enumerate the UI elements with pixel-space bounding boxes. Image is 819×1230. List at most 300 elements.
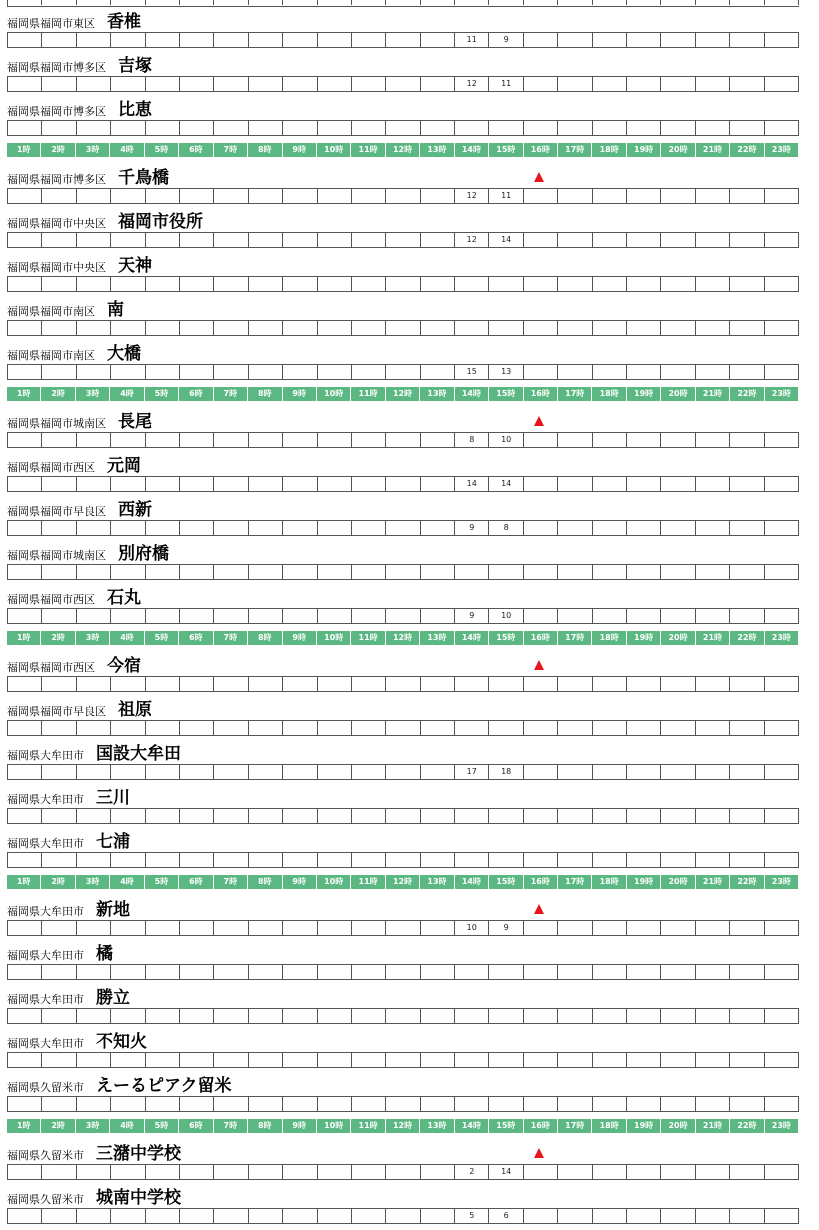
grid-cell [180,0,214,5]
hour-value-cell [249,609,283,623]
hour-value-cell [180,765,214,779]
hour-value-cell [42,853,76,867]
hour-value-cell [455,321,489,335]
hour-value-cell [249,721,283,735]
hour-value-cell [318,477,352,491]
hour-label: 15時 [489,875,523,889]
hour-value-cell [77,1097,111,1111]
hourly-value-grid [7,76,799,92]
hour-value-cell [111,77,145,91]
prefecture-city: 福岡県福岡市南区 [7,349,95,362]
hour-value-cell [8,609,42,623]
hour-value-cell [214,965,248,979]
hour-value-cell [214,853,248,867]
hour-value-cell [524,1009,558,1023]
grid-cell [8,0,42,5]
hourly-value-grid [7,232,799,248]
grid-cell [730,0,764,5]
hour-value-cell [283,1097,317,1111]
prefecture-city: 福岡県大牟田市 [7,749,84,762]
hour-value-cell [627,189,661,203]
hour-value-cell [455,565,489,579]
hour-value-cell [283,809,317,823]
hour-value-cell [77,721,111,735]
hour-value-cell [661,1009,695,1023]
hour-value-cell [111,365,145,379]
hour-value-cell [524,1053,558,1067]
hour-value-cell [593,1209,627,1223]
hour-value-cell [421,189,455,203]
hour-header-bar [7,875,798,889]
hour-value-cell [42,921,76,935]
hour-value-cell [661,277,695,291]
hour-value-cell [214,677,248,691]
hourly-value-grid [7,608,799,624]
hour-label: 18時 [592,1119,626,1133]
hour-value-cell [386,521,420,535]
hour-header-bar [7,631,798,645]
hour-value-cell [42,965,76,979]
hour-value-cell [593,477,627,491]
hour-label: 22時 [730,387,764,401]
hour-value-cell [111,965,145,979]
hour-label: 18時 [592,631,626,645]
hour-value-cell [146,1097,180,1111]
hour-value-cell [627,853,661,867]
hour-value-cell [111,921,145,935]
hour-value-cell [455,809,489,823]
hour-label: 20時 [661,631,695,645]
hour-value-cell [386,1209,420,1223]
hour-value-cell [352,33,386,47]
hour-value-cell [214,233,248,247]
hour-value-cell [77,565,111,579]
hour-value-cell: 12 [455,77,489,91]
hour-value-cell [593,1053,627,1067]
hour-value-cell [730,677,764,691]
hour-value-cell [318,77,352,91]
hour-value-cell [386,677,420,691]
hour-label: 1時 [7,143,41,157]
hour-value-cell [455,853,489,867]
hour-value-cell [696,677,730,691]
hour-value-cell [627,609,661,623]
hour-label: 7時 [214,1119,248,1133]
hour-value-cell [180,365,214,379]
hour-value-cell [696,433,730,447]
hour-value-cell [730,721,764,735]
hour-value-cell [8,433,42,447]
hour-label: 18時 [592,143,626,157]
hour-value-cell [146,809,180,823]
hour-value-cell [249,233,283,247]
hour-value-cell [318,1165,352,1179]
hour-value-cell [421,1009,455,1023]
prefecture-city: 福岡県福岡市東区 [7,17,95,30]
hour-value-cell [661,921,695,935]
station-label [7,98,152,120]
hour-value-cell [214,609,248,623]
hour-value-cell [214,277,248,291]
station-label [7,1074,232,1096]
hour-label: 3時 [76,387,110,401]
hour-value-cell [180,121,214,135]
hour-value-cell [421,477,455,491]
hour-label: 8時 [248,387,282,401]
hour-value-cell [627,521,661,535]
hour-value-cell [146,965,180,979]
hour-value-cell [765,765,799,779]
hour-value-cell [249,477,283,491]
hour-value-cell [42,1209,76,1223]
hour-value-cell [77,1209,111,1223]
station-name: 南 [107,300,124,320]
hour-label: 22時 [730,631,764,645]
station-label [7,986,130,1008]
hour-value-cell [42,721,76,735]
hour-value-cell [42,77,76,91]
hour-value-cell [42,33,76,47]
hour-value-cell [180,189,214,203]
hourly-value-grid [7,920,799,936]
hour-value-cell [421,433,455,447]
hour-label: 4時 [110,387,144,401]
hour-value-cell [730,809,764,823]
hour-value-cell [77,1165,111,1179]
hour-value-cell [627,277,661,291]
hour-label: 5時 [145,1119,179,1133]
station-row [0,254,819,298]
hour-value-cell [558,1053,592,1067]
hour-value-cell [696,965,730,979]
hour-value-cell [283,1165,317,1179]
hour-value-cell [8,277,42,291]
hour-value-cell [765,233,799,247]
hour-value-cell [146,477,180,491]
station-row [0,1142,819,1186]
hour-value-cell [8,1009,42,1023]
hour-value-cell [352,233,386,247]
hour-value-cell [489,1097,523,1111]
hour-value-cell [524,477,558,491]
hour-value-cell [730,121,764,135]
station-row [0,210,819,254]
hour-value-cell [42,365,76,379]
hour-label: 19時 [627,631,661,645]
hour-value-cell [696,77,730,91]
hour-value-cell [421,565,455,579]
hour-value-cell [352,277,386,291]
hour-value-cell [421,277,455,291]
hourly-value-grid [7,1208,799,1224]
hour-label: 8時 [248,1119,282,1133]
hour-value-cell [765,609,799,623]
hour-value-cell [8,365,42,379]
station-label [7,1142,181,1164]
hour-value-cell [8,853,42,867]
hour-value-cell [214,189,248,203]
hour-header-bar [7,143,798,157]
hour-value-cell [696,565,730,579]
hour-label: 23時 [771,145,791,154]
hour-value-cell [283,521,317,535]
hour-value-cell [489,965,523,979]
hour-value-cell [661,809,695,823]
station-label [7,254,152,276]
hour-value-cell [352,809,386,823]
station-name: 石丸 [107,588,141,608]
hour-value-cell [765,365,799,379]
hour-value-cell [318,1053,352,1067]
hour-value-cell [180,921,214,935]
hour-value-cell [730,189,764,203]
prefecture-city: 福岡県福岡市城南区 [7,417,106,430]
hour-label: 17時 [558,631,592,645]
hour-value-cell [111,1053,145,1067]
hour-value-cell [352,321,386,335]
hour-value-cell [593,1009,627,1023]
hour-value-cell [352,565,386,579]
hour-value-cell [214,33,248,47]
hour-label: 16時 [524,143,558,157]
hour-label: 2時 [41,387,75,401]
hour-label: 17時 [558,143,592,157]
hour-value-cell: 9 [455,521,489,535]
hour-value-cell [8,77,42,91]
hour-value-cell [8,1209,42,1223]
hour-value-cell [696,609,730,623]
hour-label: 4時 [110,631,144,645]
hour-value-cell [765,1009,799,1023]
station-label [7,1186,181,1208]
hour-label: 22時 [730,1119,764,1133]
hour-value-cell [249,365,283,379]
hour-value-cell [283,853,317,867]
station-row [0,1186,819,1230]
hour-label: 6時 [179,387,213,401]
hour-label: 1時 [7,875,41,889]
hour-value-cell [111,677,145,691]
hour-value-cell [765,77,799,91]
hour-label: 4時 [110,875,144,889]
hour-value-cell [386,809,420,823]
station-row [0,1030,819,1074]
hour-value-cell [386,565,420,579]
prefecture-city: 福岡県大牟田市 [7,793,84,806]
hour-value-cell [8,33,42,47]
hour-value-cell [283,277,317,291]
hour-value-cell [558,1209,592,1223]
hour-value-cell [352,365,386,379]
prefecture-city: 福岡県福岡市早良区 [7,505,106,518]
hour-value-cell [180,565,214,579]
prefecture-city: 福岡県福岡市南区 [7,305,95,318]
hourly-value-grid [7,432,799,448]
hour-value-cell [593,121,627,135]
hour-value-cell [318,1009,352,1023]
hour-value-cell [593,521,627,535]
hour-value-cell [661,721,695,735]
hour-value-cell [661,609,695,623]
station-name: 新地 [96,900,130,920]
hour-value-cell [180,321,214,335]
hour-value-cell [421,921,455,935]
station-name: 福岡市役所 [118,212,203,232]
hour-value-cell [421,677,455,691]
hour-label: 9時 [283,143,317,157]
hour-label: 5時 [145,387,179,401]
hour-label: 23時 [771,877,791,886]
hour-value-cell [558,965,592,979]
hour-value-cell [661,233,695,247]
hour-label: 12時 [386,1119,420,1133]
hour-label: 20時 [661,143,695,157]
hour-value-cell [421,321,455,335]
hour-label: 11時 [351,631,385,645]
hour-value-cell [249,965,283,979]
hour-value-cell [455,1053,489,1067]
hour-value-cell [696,33,730,47]
hour-value-cell [386,1009,420,1023]
hourly-value-grid [7,720,799,736]
hour-value-cell [283,121,317,135]
hour-value-cell [146,121,180,135]
hour-value-cell [283,477,317,491]
hourly-value-grid [7,1096,799,1112]
hour-value-cell [558,189,592,203]
hour-value-cell [627,1053,661,1067]
hour-value-cell [627,321,661,335]
hour-value-cell [627,1165,661,1179]
station-row [0,10,819,54]
hour-value-cell [421,365,455,379]
hour-value-cell [249,433,283,447]
hour-value-cell [593,677,627,691]
hour-value-cell [111,321,145,335]
station-label [7,942,113,964]
hour-value-cell [318,277,352,291]
hour-value-cell: 8 [455,433,489,447]
hour-value-cell [696,721,730,735]
hour-value-cell [696,521,730,535]
hour-value-cell [111,565,145,579]
hour-value-cell [77,1053,111,1067]
hour-value-cell [111,853,145,867]
hour-value-cell [318,121,352,135]
hour-value-cell [593,233,627,247]
station-row [0,454,819,498]
hour-value-cell [765,321,799,335]
hour-value-cell [627,77,661,91]
hour-value-cell [77,477,111,491]
hour-value-cell [111,809,145,823]
hour-value-cell [8,321,42,335]
hour-value-cell [524,1165,558,1179]
hour-value-cell [77,921,111,935]
prefecture-city: 福岡県福岡市博多区 [7,105,106,118]
hour-value-cell [696,1009,730,1023]
hour-value-cell [730,853,764,867]
hour-value-cell [696,809,730,823]
hour-value-cell [283,609,317,623]
hour-value-cell [146,1165,180,1179]
hour-value-cell [249,321,283,335]
hour-value-cell [8,477,42,491]
hour-value-cell [524,765,558,779]
hour-label: 2時 [41,143,75,157]
hour-value-cell [8,921,42,935]
station-row [0,298,819,342]
hour-value-cell [283,33,317,47]
station-label [7,1030,147,1052]
hour-label: 13時 [420,631,454,645]
hour-label: 9時 [283,387,317,401]
hour-value-cell [318,677,352,691]
hour-value-cell [146,1009,180,1023]
hour-value-cell [524,33,558,47]
current-hour-marker-icon [534,416,544,426]
hour-label: 5時 [145,875,179,889]
hour-value-cell [180,1009,214,1023]
hour-label: 16時 [524,875,558,889]
hour-value-cell [386,609,420,623]
hour-value-cell [558,121,592,135]
partial-grid-row [7,0,799,7]
hour-label: 21時 [696,387,730,401]
hour-value-cell [730,965,764,979]
hour-value-cell [352,721,386,735]
hour-value-cell [489,121,523,135]
hour-value-cell [146,677,180,691]
hour-value-cell [765,477,799,491]
hour-label: 9時 [283,875,317,889]
hour-value-cell [180,277,214,291]
hour-value-cell [8,1053,42,1067]
hour-value-cell [524,609,558,623]
hour-value-cell [593,33,627,47]
station-name: 大橋 [107,344,141,364]
hour-value-cell [386,121,420,135]
hour-label: 4時 [110,143,144,157]
hour-value-cell [593,721,627,735]
hour-value-cell [524,1097,558,1111]
hour-value-cell [8,565,42,579]
hour-value-cell: 11 [489,189,523,203]
grid-cell [455,0,489,5]
hour-label: 7時 [214,143,248,157]
hour-value-cell [696,365,730,379]
hour-label: 3時 [76,631,110,645]
hour-value-cell [283,921,317,935]
hour-value-cell [8,1097,42,1111]
hour-value-cell [558,921,592,935]
hour-value-cell [627,765,661,779]
hour-value-cell [627,477,661,491]
hour-value-cell [111,189,145,203]
grid-cell [111,0,145,5]
hour-value-cell [318,321,352,335]
hour-value-cell [111,609,145,623]
hour-value-cell [765,433,799,447]
hour-value-cell [661,853,695,867]
hour-value-cell [524,1209,558,1223]
hour-value-cell [180,477,214,491]
hour-value-cell [627,721,661,735]
hour-value-cell [111,121,145,135]
hour-value-cell [318,33,352,47]
hour-value-cell [77,609,111,623]
hourly-value-grid [7,188,799,204]
